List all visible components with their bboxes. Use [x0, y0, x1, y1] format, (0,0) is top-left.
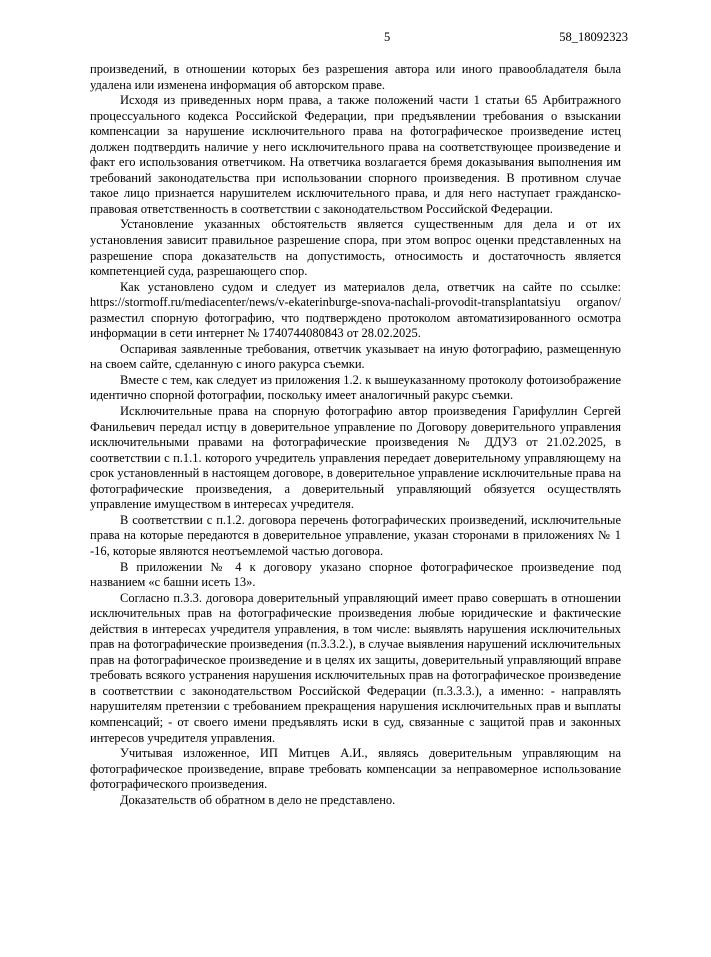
paragraph: Учитывая изложенное, ИП Митцев А.И., являясь доверительным управляющим на фотографическое произведение, вправе требовать компенсации за неправомерное использование фотографического произведения. [90, 746, 621, 792]
paragraph: В приложении № 4 к договору указано спорное фотографическое произведение под названием «с башни исеть 13». [90, 559, 621, 590]
document-body [90, 62, 621, 808]
paragraph: В соответствии с п.1.2. договора перечень фотографических произведений, исключительные права на которые передаются в доверительное управление, указан сторонами в приложениях № 1 -16, которые являются неотъемлемой частью договора. [90, 512, 621, 558]
case-number: 58_18092323 [559, 30, 628, 44]
paragraph: Исходя из приведенных норм права, а также положений части 1 статьи 65 Арбитражного процессуального кодекса Российской Федерации, при предъявлении требования о взыскании компенсации за нарушение исключительного права на фотографическое произведение истец должен подтвердить наличие у него исключительного права на соответствующее произведение и факт его использования ответчиком. На ответчика возлагается бремя доказывания выполнения им требований законодательства при использовании спорного произведения. В противном случае такое лицо признается нарушителем исключительного права, и для него наступает гражданско-правовая ответственность в соответствии с законодательством Российской Федерации. [90, 93, 621, 216]
paragraph: Установление указанных обстоятельств является существенным для дела и от их установления зависит правильное разрешение спора, при этом вопрос оценки представленных на разрешение спора доказательств на допустимость, относимость и достаточность является компетенцией суда, разрешающего спор. [90, 217, 621, 279]
paragraph: произведений, в отношении которых без разрешения автора или иного правообладателя была удалена или изменена информация об авторском праве. [90, 62, 621, 92]
paragraph: Исключительные права на спорную фотографию автор произведения Гарифуллин Сергей Фанильевич передал истцу в доверительное управление по Договору доверительного управления исключительными правами на фотографические произведения № ДДУ3 от 21.02.2025, в соответствии с п.1.1. которого учредитель управления передает доверительному управляющему на срок установленный в настоящем договоре, в доверительное управление исключительные права на фотографические произведения, а доверительный управляющий обязуется осуществлять управление имуществом в интересах учредителя. [90, 404, 621, 512]
paragraph: Вместе с тем, как следует из приложения 1.2. к вышеуказанному протоколу фотоизображение идентично спорной фотографии, поскольку имеет аналогичный ракурс съемки. [90, 372, 621, 403]
page-header [90, 30, 628, 45]
paragraph: Доказательств об обратном в дело не представлено. [120, 792, 396, 807]
paragraph: Согласно п.3.3. договора доверительный управляющий имеет право совершать в отношении исключительных прав на фотографические произведения любые юридические и фактические действия в интересах учредителя управления, в том числе: выявлять нарушения исключительных прав на фотографические произведения (п.3.3.2.), в случае выявления нарушений исключительных прав на фотографическое произведение и в целях их защиты, доверительный управляющий вправе требовать всякого устранения нарушения исключительных прав на фотографическое произведение в соответствии с законодательством Российской Федерации (п.3.3.3.), а именно: - направлять нарушителям претензии с требованием прекращения нарушения исключительных прав и выплаты компенсаций; - от своего имени предъявлять иски в суд, связанные с защитой прав и законных интересов учредителя управления. [90, 590, 621, 745]
paragraph: Как установлено судом и следует из материалов дела, ответчик на сайте по ссылке: https://stormoff.ru/mediacenter/news/v-ekaterinburge-snova-nachali-provodit-transplantatsiyu organov/ разместил спорную фотографию, что подтверждено протоколом автоматизированного осмотра информации в сети интернет № 1740744080843 от 28.02.2025. [90, 279, 621, 341]
page-number: 5 [384, 30, 391, 44]
paragraph: Оспаривая заявленные требования, ответчик указывает на иную фотографию, размещенную на своем сайте, сделанную с иного ракурса съемки. [90, 341, 621, 372]
